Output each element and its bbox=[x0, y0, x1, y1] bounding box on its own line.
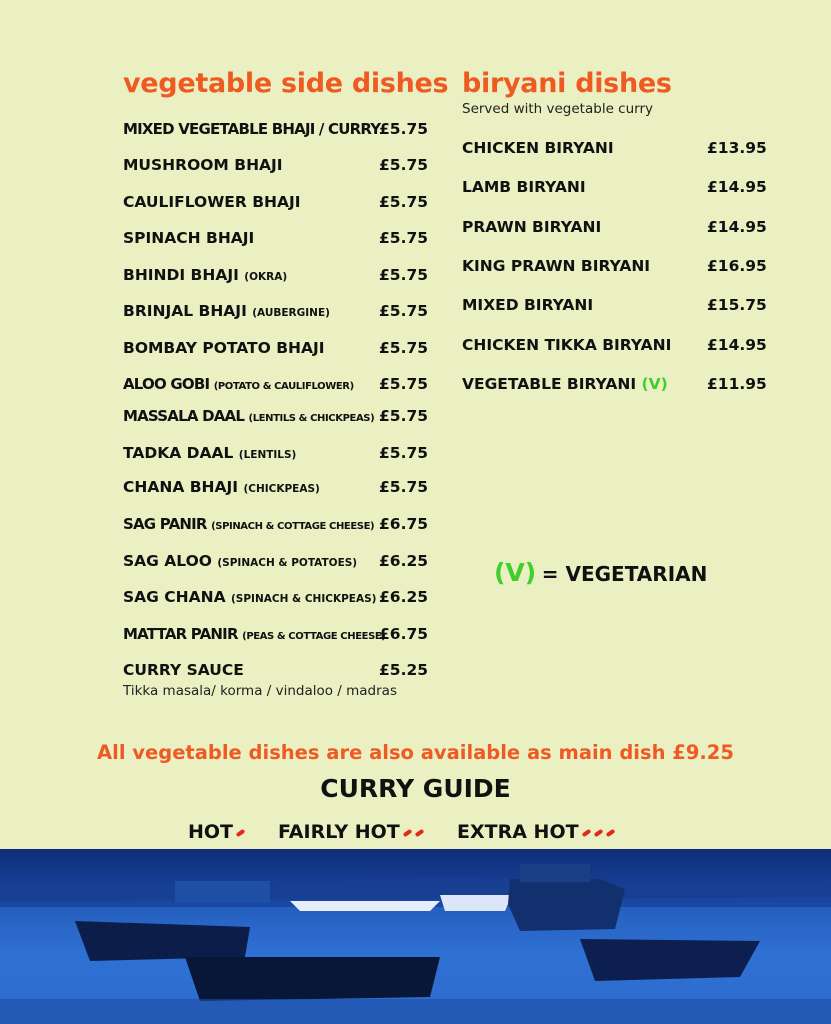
item-note: (SPINACH & POTATOES) bbox=[217, 557, 358, 569]
heat-label: FAIRLY HOT bbox=[278, 821, 400, 843]
item-price: £11.95 bbox=[707, 375, 767, 393]
item-name: KING PRAWN BIRYANI bbox=[462, 257, 651, 275]
item-note: (LENTILS & CHICKPEAS) bbox=[248, 413, 375, 424]
item-title: SAG PANIR bbox=[123, 515, 207, 533]
item-title: MASSALA DAAL bbox=[123, 407, 245, 425]
item-price: £5.75 bbox=[379, 444, 429, 462]
chilli-icon bbox=[593, 828, 603, 836]
longtail-boat-front-shape bbox=[185, 957, 440, 1001]
chilli-icon bbox=[236, 828, 246, 836]
item-price: £5.75 bbox=[379, 229, 429, 247]
item-name: MUSHROOM BHAJI bbox=[123, 156, 283, 174]
item-name bbox=[462, 373, 668, 395]
item-note: (AUBERGINE) bbox=[252, 307, 330, 319]
item-note: (POTATO & CAULIFLOWER) bbox=[213, 381, 354, 392]
item-price: £5.75 bbox=[379, 407, 429, 425]
item-name: PRAWN BIRYANI bbox=[462, 218, 602, 236]
vegetarian-symbol: (V) bbox=[494, 558, 537, 587]
heat-level-extra-hot bbox=[457, 818, 615, 846]
item-price: £6.75 bbox=[379, 625, 429, 643]
item-name bbox=[123, 550, 357, 574]
chilli-icon bbox=[581, 828, 591, 836]
chilli-icon bbox=[402, 828, 412, 836]
item-price: £5.75 bbox=[379, 193, 429, 211]
item-title: MATTAR PANIR bbox=[123, 625, 238, 643]
item-name bbox=[123, 442, 296, 466]
biryani-dishes-heading: biryani dishes bbox=[462, 68, 672, 99]
longtail-boat-right-shape bbox=[580, 939, 760, 981]
heat-label: EXTRA HOT bbox=[457, 821, 579, 843]
item-name: MIXED VEGETABLE BHAJI / CURRY bbox=[123, 120, 381, 138]
item-name bbox=[123, 476, 320, 500]
item-name bbox=[123, 586, 376, 610]
item-title: BRINJAL BHAJI bbox=[123, 302, 247, 320]
item-price: £5.75 bbox=[379, 120, 429, 138]
biryani-subtitle: Served with vegetable curry bbox=[462, 101, 653, 117]
item-name: CHICKEN TIKKA BIRYANI bbox=[462, 336, 672, 354]
chilli-icon bbox=[605, 828, 615, 836]
heat-level-hot bbox=[188, 818, 245, 846]
item-title: VEGETABLE BIRYANI bbox=[462, 375, 637, 393]
item-title: BHINDI BHAJI bbox=[123, 266, 239, 284]
item-price: £5.25 bbox=[379, 661, 429, 679]
item-title: TADKA DAAL bbox=[123, 444, 234, 462]
item-title: ALOO GOBI bbox=[123, 375, 210, 393]
longtail-boat-shape bbox=[75, 921, 250, 961]
heat-label: HOT bbox=[188, 821, 234, 843]
item-name bbox=[123, 264, 287, 288]
item-price: £14.95 bbox=[707, 178, 767, 196]
item-price: £14.95 bbox=[707, 218, 767, 236]
item-price: £16.95 bbox=[707, 257, 767, 275]
white-boat-shape bbox=[290, 901, 440, 911]
fishing-boat-shape bbox=[508, 879, 625, 931]
item-note: (SPINACH & CHICKPEAS) bbox=[231, 593, 377, 605]
item-name bbox=[123, 300, 330, 324]
item-price: £14.95 bbox=[707, 336, 767, 354]
item-name bbox=[123, 373, 354, 398]
item-name bbox=[123, 513, 374, 538]
item-name: CHICKEN BIRYANI bbox=[462, 139, 614, 157]
item-name: LAMB BIRYANI bbox=[462, 178, 586, 196]
heat-level-fairly-hot bbox=[278, 818, 424, 846]
item-price: £6.75 bbox=[379, 515, 429, 533]
curry-sauce-options: Tikka masala/ korma / vindaloo / madras bbox=[123, 683, 397, 699]
item-name: CAULIFLOWER BHAJI bbox=[123, 193, 301, 211]
item-title: SAG CHANA bbox=[123, 588, 226, 606]
item-price: £6.25 bbox=[379, 552, 429, 570]
item-note: (OKRA) bbox=[244, 271, 288, 283]
vegetarian-marker: (V) bbox=[641, 375, 668, 393]
item-note: (SPINACH & COTTAGE CHEESE) bbox=[211, 521, 375, 532]
item-price: £5.75 bbox=[379, 156, 429, 174]
item-title: SAG ALOO bbox=[123, 552, 212, 570]
vegetarian-label: = VEGETARIAN bbox=[541, 562, 708, 586]
harbour-boats-photo bbox=[0, 849, 831, 1024]
item-note: (LENTILS) bbox=[238, 449, 297, 461]
item-price: £13.95 bbox=[707, 139, 767, 157]
item-note: (PEAS & COTTAGE CHEESE) bbox=[242, 631, 386, 642]
item-name: MIXED BIRYANI bbox=[462, 296, 594, 314]
curry-guide-title: CURRY GUIDE bbox=[320, 774, 511, 803]
item-name bbox=[123, 405, 374, 430]
item-price: £5.75 bbox=[379, 339, 429, 357]
item-price: £5.75 bbox=[379, 266, 429, 284]
chilli-icon bbox=[414, 828, 424, 836]
vegetarian-legend bbox=[494, 558, 707, 587]
item-note: (CHICKPEAS) bbox=[243, 483, 320, 495]
item-name: CURRY SAUCE bbox=[123, 661, 244, 679]
item-price: £5.75 bbox=[379, 478, 429, 496]
item-price: £5.75 bbox=[379, 375, 429, 393]
item-name: BOMBAY POTATO BHAJI bbox=[123, 339, 325, 357]
item-title: CHANA BHAJI bbox=[123, 478, 239, 496]
main-dish-promo: All vegetable dishes are also available as main dish £9.25 bbox=[97, 741, 734, 764]
item-name bbox=[123, 623, 385, 648]
item-name: SPINACH BHAJI bbox=[123, 229, 255, 247]
item-price: £6.25 bbox=[379, 588, 429, 606]
vegetable-side-dishes-heading: vegetable side dishes bbox=[123, 68, 449, 99]
curry-guide-levels bbox=[0, 818, 831, 846]
item-price: £5.75 bbox=[379, 302, 429, 320]
item-price: £15.75 bbox=[707, 296, 767, 314]
